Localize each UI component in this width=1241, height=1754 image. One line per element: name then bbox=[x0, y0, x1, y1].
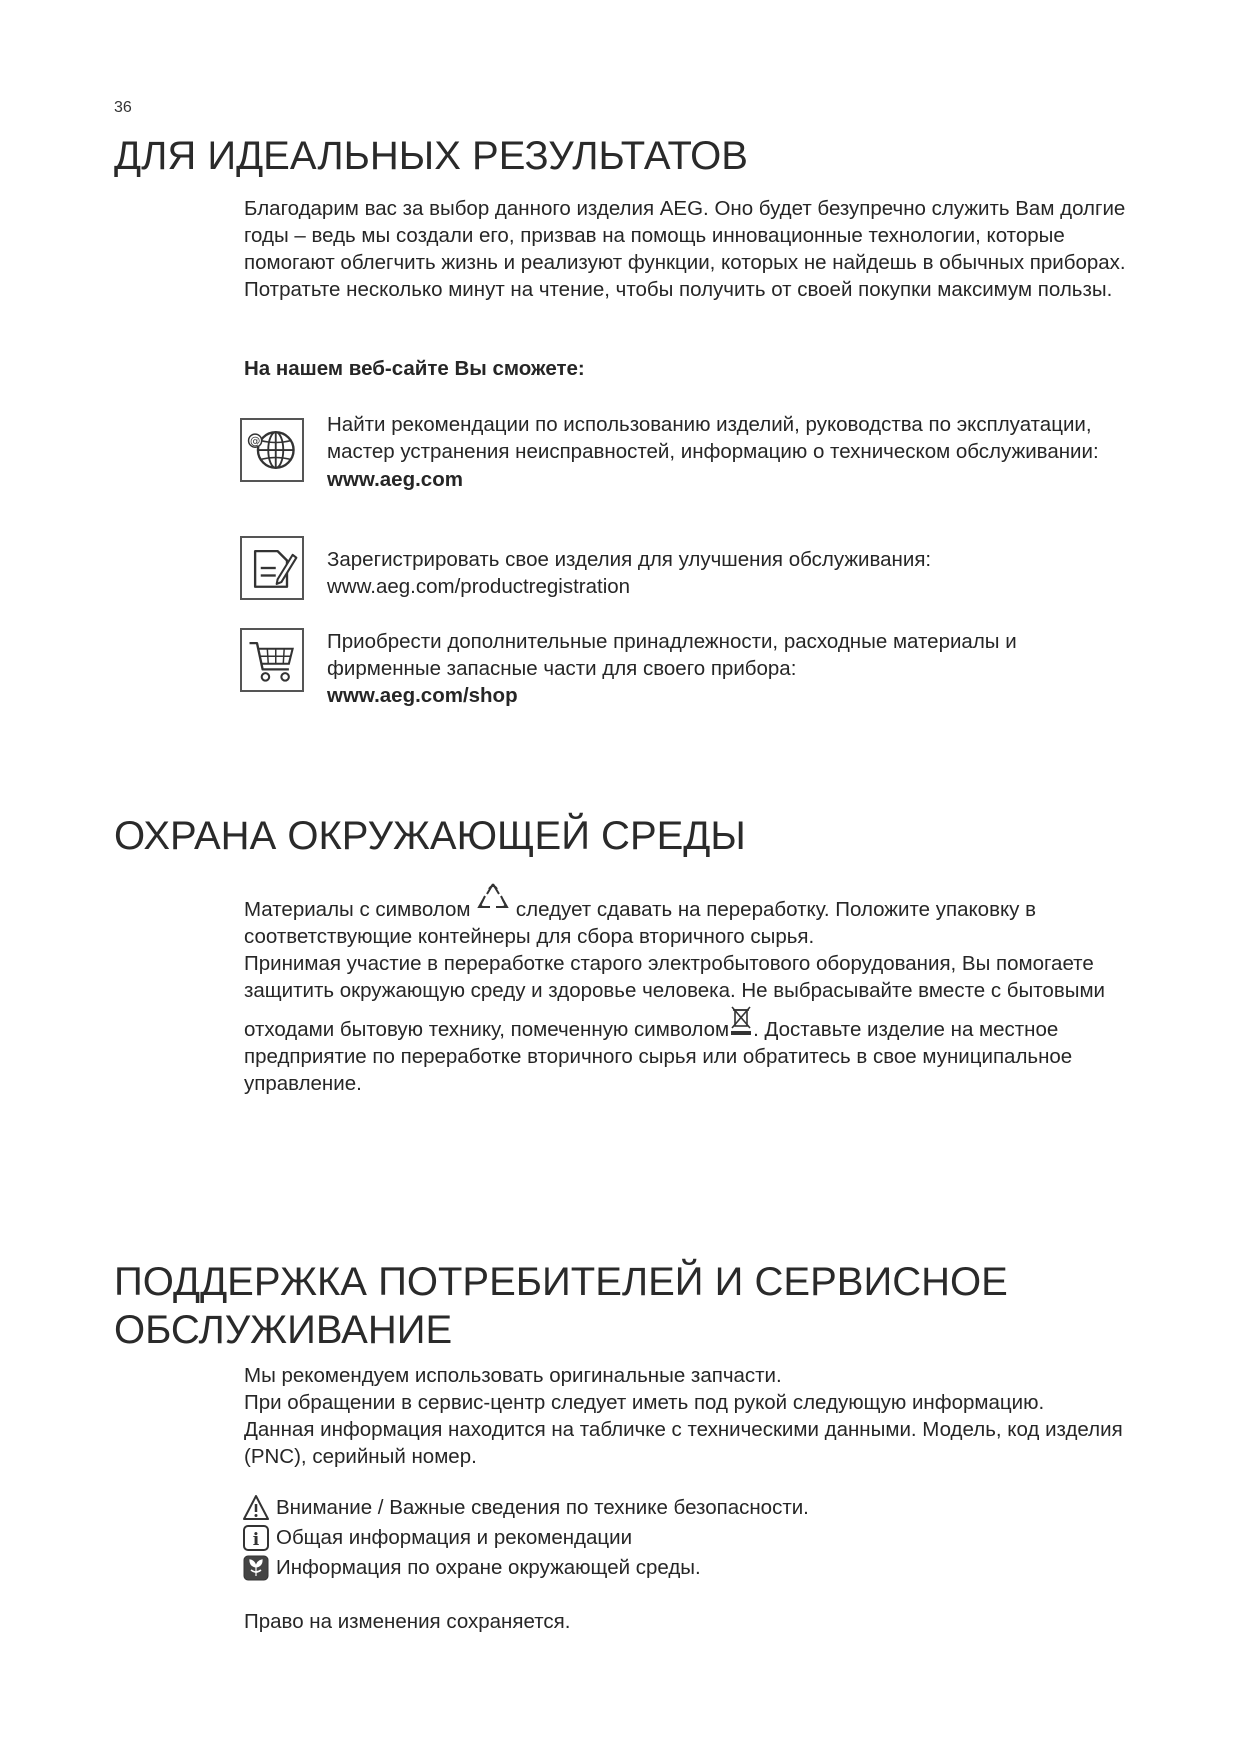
item-register bbox=[327, 546, 1127, 600]
legend-text: Общая информация и рекомендации bbox=[276, 1526, 633, 1549]
support-title-line1: ПОДДЕРЖКА ПОТРЕБИТЕЛЕЙ И СЕРВИСНОЕ bbox=[114, 1260, 1008, 1304]
intro-paragraph bbox=[244, 195, 1144, 303]
support-paragraph bbox=[244, 1362, 1144, 1470]
info-icon bbox=[242, 1524, 270, 1552]
item-shop bbox=[327, 628, 1127, 709]
legend-info bbox=[242, 1524, 632, 1552]
env-p1 bbox=[244, 880, 1134, 950]
link-shop[interactable]: www.aeg.com/shop bbox=[327, 684, 518, 707]
support-title-line2: ОБСЛУЖИВАНИЕ bbox=[114, 1308, 453, 1352]
svg-text:@: @ bbox=[249, 435, 261, 448]
intro-text: Благодарим вас за выбор данного изделия AEG. Оно будет безупречно служить Вам долгие годы – ведь мы создали его, призвав на помощь инновационные технологии, которые помогают облегчить жизнь и реализуют функции, которых не найдешь в обычных приборах. Потратьте несколько минут на чтение, чтобы получить от своей покупки максимум пользы. bbox=[244, 197, 1126, 301]
env-p2 bbox=[244, 950, 1134, 1097]
environment-paragraph bbox=[244, 880, 1134, 1097]
item-text: Приобрести дополнительные принадлежности, расходные материалы и фирменные запасные части для своего прибора: bbox=[327, 630, 1017, 680]
svg-text:i: i bbox=[252, 1530, 260, 1550]
env-p1-end: следует сдавать на переработку. Положите упаковку в соответствующие контейнеры для сбора вторичного сырья. bbox=[244, 898, 1036, 948]
link-productregistration[interactable]: www.aeg.com/productregistration bbox=[327, 575, 631, 598]
website-heading: На нашем веб-сайте Вы сможете: bbox=[244, 357, 585, 380]
globe-at-icon bbox=[240, 418, 304, 482]
support-p2: При обращении в сервис-центр следует иметь под рукой следующую информацию. bbox=[244, 1391, 1045, 1414]
crossed-bin-icon bbox=[729, 1004, 753, 1038]
item-find-recommendations bbox=[327, 411, 1127, 493]
environment-icon bbox=[242, 1554, 270, 1582]
footer-note: Право на изменения сохраняется. bbox=[244, 1610, 571, 1633]
warning-icon bbox=[242, 1494, 270, 1522]
section-title-results: ДЛЯ ИДЕАЛЬНЫХ РЕЗУЛЬТАТОВ bbox=[114, 134, 748, 178]
page-number: 36 bbox=[114, 99, 132, 116]
env-p2-end: . Доставьте изделие на местное предприятие по переработке вторичного сырья или обратитесь в свое муниципальное управление. bbox=[244, 1018, 1073, 1095]
env-p2-start: Принимая участие в переработке старого электробытового оборудования, Вы помогаете защитить окружающую среду и здоровье человека. Не выбрасывайте вместе с бытовыми отходами бытовую технику, помеченную символом bbox=[244, 952, 1105, 1041]
section-title-environment: ОХРАНА ОКРУЖАЮЩЕЙ СРЕДЫ bbox=[114, 814, 746, 858]
recycle-icon bbox=[476, 880, 510, 914]
legend-text: Внимание / Важные сведения по технике безопасности. bbox=[276, 1496, 809, 1519]
item-text: Зарегистрировать свое изделия для улучшения обслуживания: bbox=[327, 548, 932, 571]
env-p1-start: Материалы с символом bbox=[244, 898, 471, 921]
register-document-icon bbox=[240, 536, 304, 600]
legend-warning bbox=[242, 1494, 809, 1522]
section-title-support bbox=[114, 1258, 1008, 1354]
legend-text: Информация по охране окружающей среды. bbox=[276, 1556, 701, 1579]
support-p1: Мы рекомендуем использовать оригинальные запчасти. bbox=[244, 1364, 782, 1387]
link-aeg[interactable]: www.aeg.com bbox=[327, 468, 463, 491]
item-text: Найти рекомендации по использованию изделий, руководства по эксплуатации, мастер устранения неисправностей, информацию о техническом обслуживании: bbox=[327, 413, 1099, 463]
shopping-cart-icon bbox=[240, 628, 304, 692]
support-p3: Данная информация находится на табличке с техническими данными. Модель, код изделия (PNC), серийный номер. bbox=[244, 1418, 1123, 1468]
legend-environment bbox=[242, 1554, 701, 1582]
